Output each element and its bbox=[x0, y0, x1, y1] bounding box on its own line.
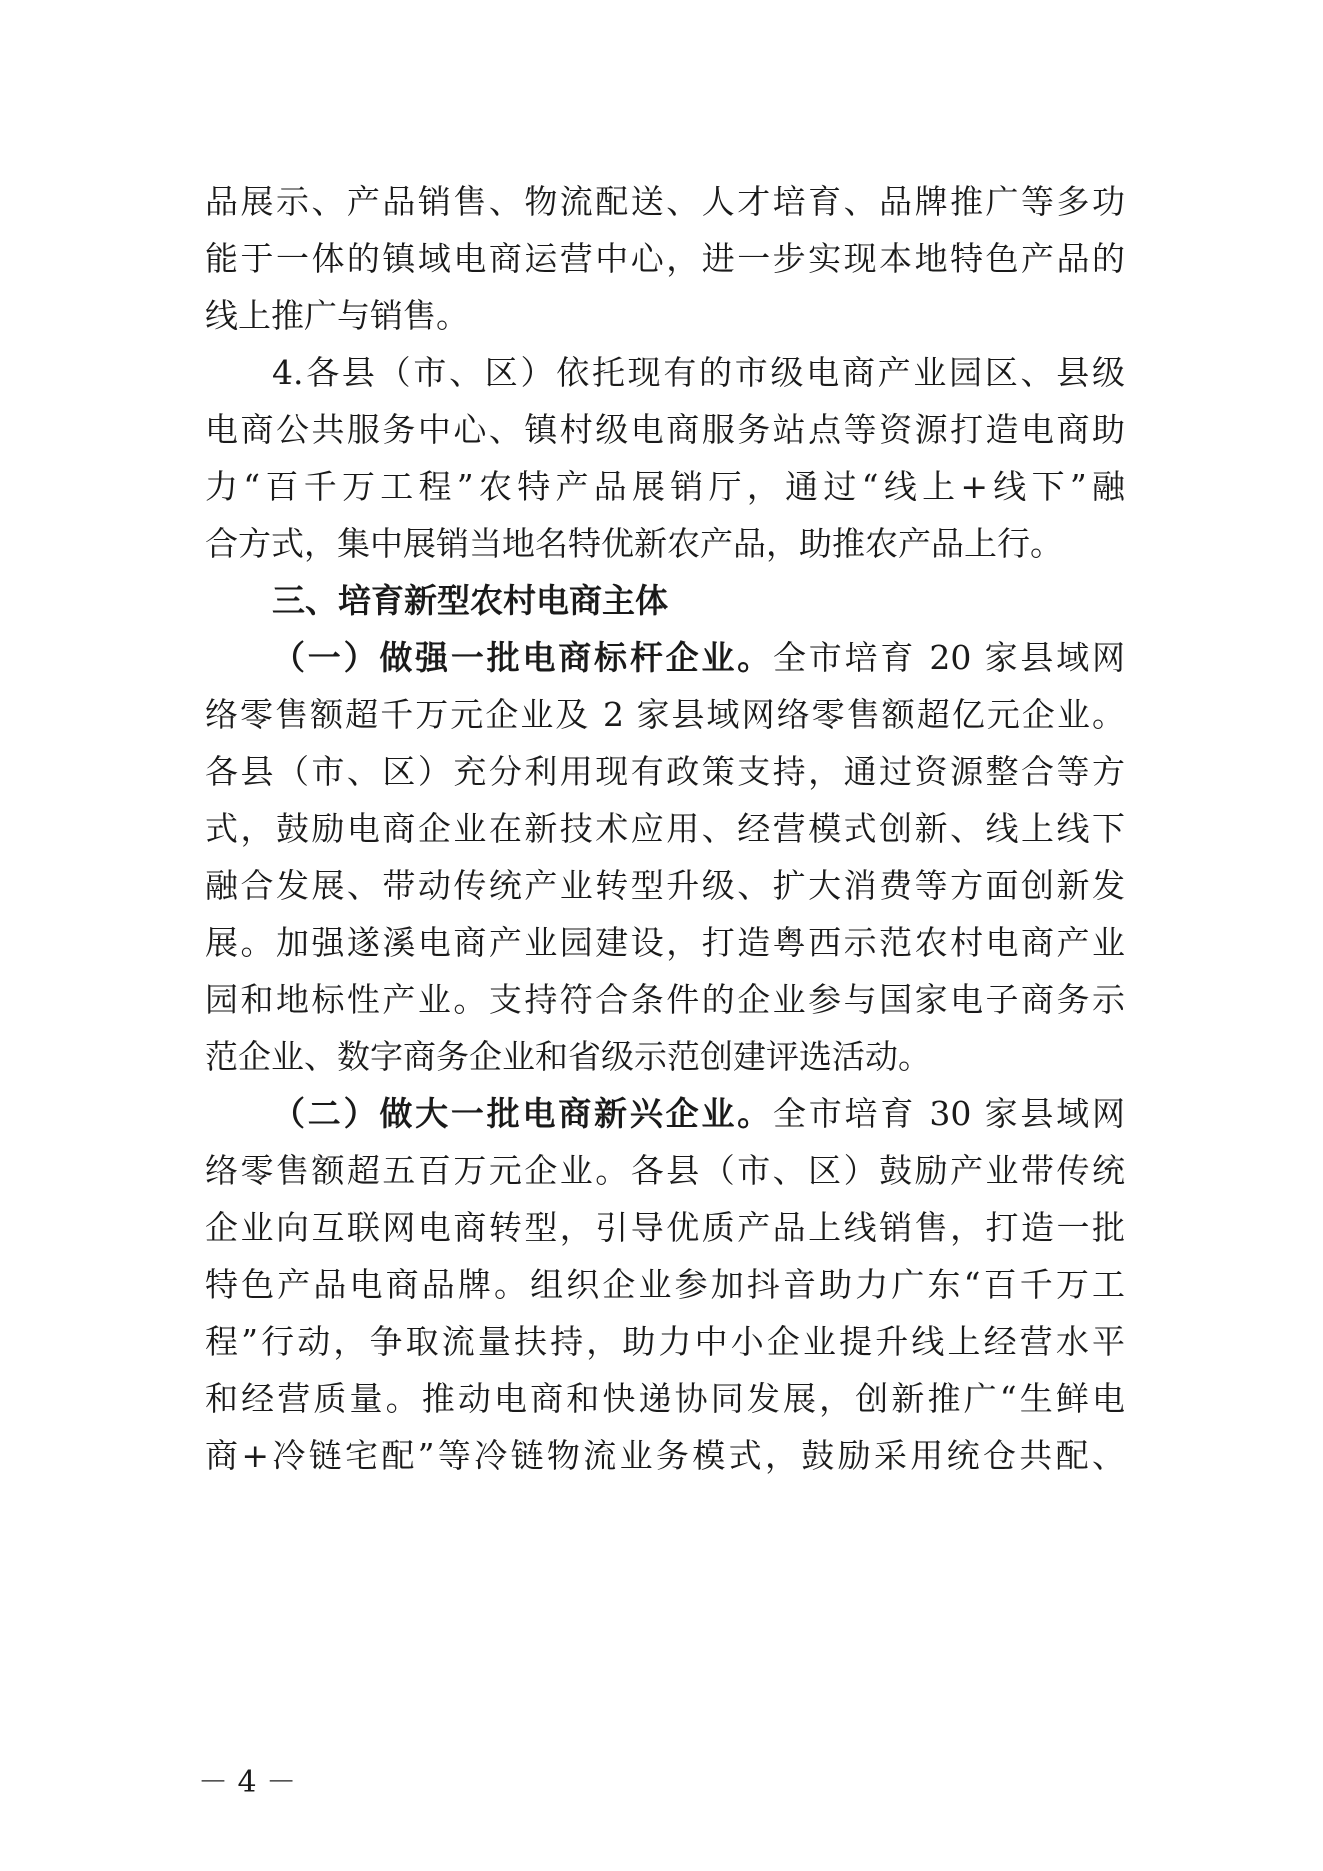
paragraph-line: 和经营质量。推动电商和快递协同发展，创新推广“生鲜电 bbox=[205, 1379, 1125, 1418]
paragraph-line: 程”行动，争取流量扶持，助力中小企业提升线上经营水平 bbox=[205, 1322, 1125, 1361]
subsection-title: （二）做大一批电商新兴企业。 bbox=[272, 1094, 773, 1133]
paragraph-line: 力“百千万工程”农特产品展销厅，通过“线上+线下”融 bbox=[205, 467, 1125, 506]
paragraph-line: 式，鼓励电商企业在新技术应用、经营模式创新、线上线下 bbox=[205, 809, 1125, 848]
paragraph-text: 全市培育 20 家县域网 bbox=[772, 638, 1125, 677]
page-number: － 4 － bbox=[198, 1765, 297, 1800]
paragraph-line: 电商公共服务中心、镇村级电商服务站点等资源打造电商助 bbox=[205, 410, 1125, 449]
paragraph-line: 范企业、数字商务企业和省级示范创建评选活动。 bbox=[205, 1037, 931, 1076]
paragraph-line: 品展示、产品销售、物流配送、人才培育、品牌推广等多功 bbox=[205, 182, 1125, 221]
paragraph-line: 商+冷链宅配”等冷链物流业务模式，鼓励采用统仓共配、 bbox=[205, 1436, 1125, 1475]
subsection-title: （一）做强一批电商标杆企业。 bbox=[272, 638, 773, 677]
section-heading: 三、培育新型农村电商主体 bbox=[272, 581, 668, 620]
paragraph-line: 融合发展、带动传统产业转型升级、扩大消费等方面创新发 bbox=[205, 866, 1125, 905]
paragraph-line: 特色产品电商品牌。组织企业参加抖音助力广东“百千万工 bbox=[205, 1265, 1125, 1304]
paragraph-line: 各县（市、区）充分利用现有政策支持，通过资源整合等方 bbox=[205, 752, 1125, 791]
paragraph-line: 园和地标性产业。支持符合条件的企业参与国家电子商务示 bbox=[205, 980, 1125, 1019]
paragraph-line bbox=[272, 633, 1125, 683]
paragraph-line: 能于一体的镇域电商运营中心，进一步实现本地特色产品的 bbox=[205, 239, 1125, 278]
paragraph-line: 络零售额超五百万元企业。各县（市、区）鼓励产业带传统 bbox=[205, 1151, 1125, 1190]
paragraph-line: 4.各县（市、区）依托现有的市级电商产业园区、县级 bbox=[272, 353, 1125, 392]
paragraph-line bbox=[272, 1089, 1125, 1139]
paragraph-line: 线上推广与销售。 bbox=[205, 296, 469, 335]
paragraph-line: 合方式，集中展销当地名特优新农产品，助推农产品上行。 bbox=[205, 524, 1063, 563]
paragraph-line: 展。加强遂溪电商产业园建设，打造粤西示范农村电商产业 bbox=[205, 923, 1125, 962]
paragraph-line: 企业向互联网电商转型，引导优质产品上线销售，打造一批 bbox=[205, 1208, 1125, 1247]
paragraph-text: 全市培育 30 家县域网 bbox=[772, 1094, 1125, 1133]
paragraph-line: 络零售额超千万元企业及 2 家县域网络零售额超亿元企业。 bbox=[205, 695, 1125, 734]
